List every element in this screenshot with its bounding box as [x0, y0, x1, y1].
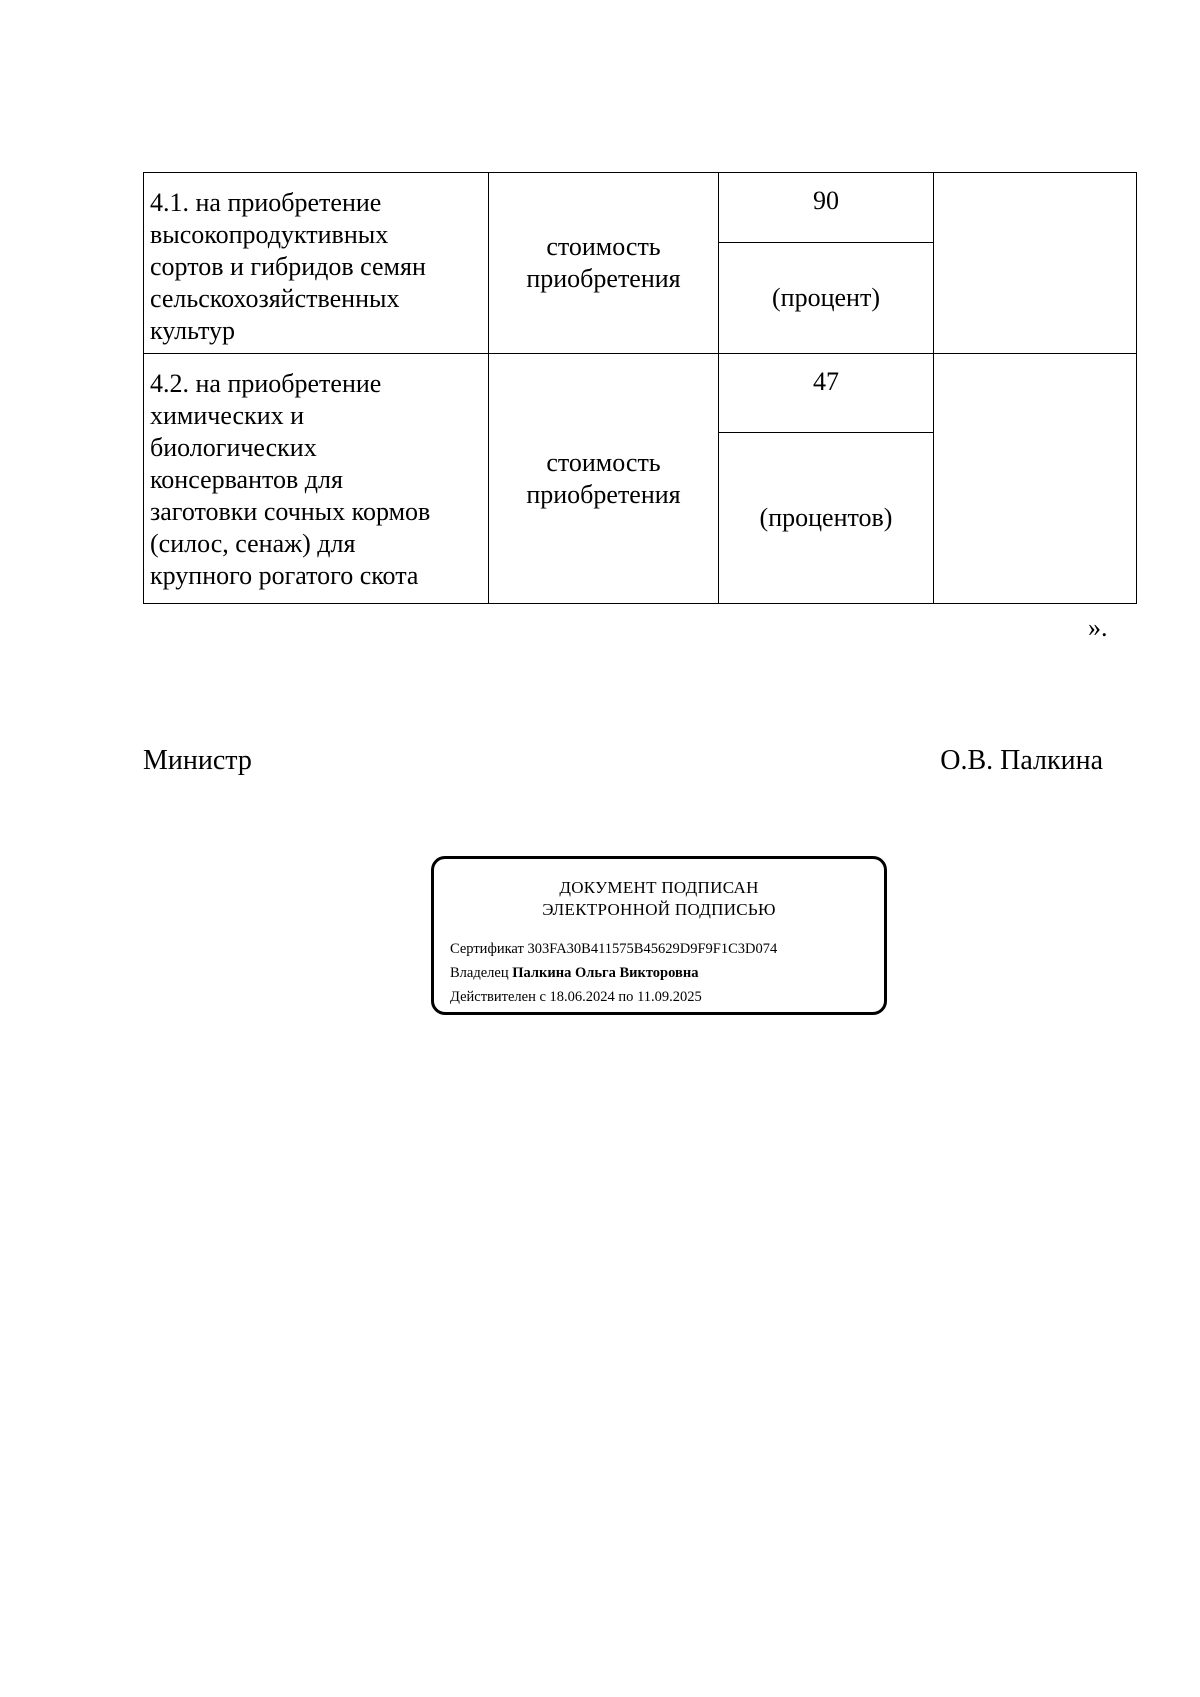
- rate-unit-cell: (процент): [719, 242, 934, 353]
- subsidy-rates-table: [143, 172, 1137, 604]
- extra-cell: [934, 173, 1137, 354]
- stamp-certificate-line: [450, 937, 777, 961]
- table-row: [144, 173, 1137, 243]
- purpose-cell: [144, 173, 489, 354]
- valid-to-date: 11.09.2025: [637, 989, 702, 1005]
- base-cell: [489, 173, 719, 354]
- purpose-line: 4.1. на приобретение: [150, 188, 382, 217]
- valid-label: Действителен: [450, 989, 536, 1005]
- valid-to-label: по: [618, 989, 634, 1005]
- purpose-line: 4.2. на приобретение: [150, 369, 382, 398]
- base-line: приобретения: [526, 479, 681, 509]
- rate-unit-cell: (процентов): [719, 433, 934, 604]
- certificate-label: Сертификат: [450, 941, 524, 957]
- valid-from-date: 18.06.2024: [549, 989, 615, 1005]
- rate-value-cell: 90: [719, 173, 934, 243]
- purpose-cell: [144, 354, 489, 604]
- certificate-value: 303FA30B411575B45629D9F9F1C3D074: [527, 941, 778, 957]
- purpose-line: сельскохозяйственных: [150, 284, 400, 313]
- stamp-heading: [434, 877, 884, 921]
- signatory-name: О.В. Палкина: [940, 745, 1103, 776]
- base-line: стоимость: [546, 232, 661, 261]
- purpose-line: сортов и гибридов семян: [150, 252, 426, 281]
- purpose-line: культур: [150, 316, 235, 345]
- stamp-validity-line: [450, 985, 777, 1009]
- purpose-line: заготовки сочных кормов: [150, 497, 431, 526]
- rate-value-cell: 47: [719, 354, 934, 433]
- owner-value: Палкина Ольга Викторовна: [512, 965, 699, 981]
- closing-quote: ».: [1088, 613, 1108, 642]
- stamp-owner-line: [450, 961, 777, 985]
- extra-cell: [934, 354, 1137, 604]
- purpose-line: химических и: [150, 401, 305, 430]
- base-line: приобретения: [526, 264, 681, 293]
- purpose-line: консервантов для: [150, 465, 343, 494]
- purpose-line: крупного рогатого скота: [150, 561, 419, 590]
- purpose-line: (силос, сенаж) для: [150, 529, 356, 558]
- owner-label: Владелец: [450, 965, 509, 981]
- purpose-line: высокопродуктивных: [150, 220, 389, 249]
- valid-from-label: с: [539, 989, 546, 1005]
- base-line: стоимость: [546, 447, 661, 477]
- base-cell: [489, 354, 719, 604]
- purpose-line: биологических: [150, 433, 317, 462]
- electronic-signature-stamp: [431, 856, 887, 1015]
- stamp-details: [450, 937, 777, 1009]
- signatory-title: Министр: [143, 745, 252, 776]
- table-row: [144, 354, 1137, 433]
- stamp-heading-line: ДОКУМЕНТ ПОДПИСАН: [559, 878, 759, 897]
- stamp-heading-line: ЭЛЕКТРОННОЙ ПОДПИСЬЮ: [542, 900, 776, 919]
